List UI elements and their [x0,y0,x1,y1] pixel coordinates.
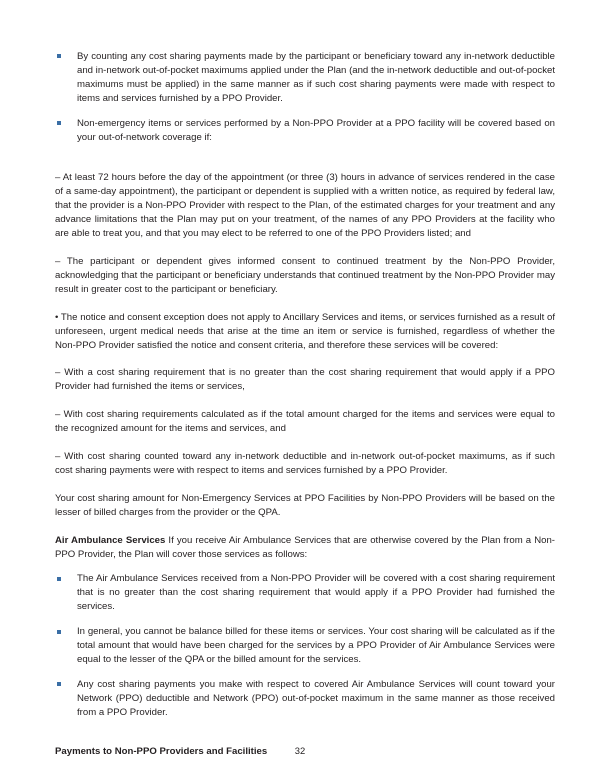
paragraph-cost-sharing-amount: Your cost sharing amount for Non-Emergency Services at PPO Facilities by Non-PPO Providers will be based on the lesser of billed charges from the provider or the QPA. [55,492,555,518]
paragraph-dash-consent: – The participant or dependent gives informed consent to continued treatment by the Non-PPO Provider, acknowledging that the participant or beneficiary understands that continued treatment by the Non-PPO Provider may result in greater cost to the participant or beneficiary. [55,255,555,295]
section-heading-payments: Payments to Non-PPO Providers and Facilities [55,745,268,757]
list-item [0,625,600,667]
spacer [0,241,600,255]
spacer [0,352,600,366]
spacer [0,394,600,408]
paragraph-dash-cost-sharing-requirement: – With a cost sharing requirement that is no greater than the cost sharing requirement that would apply if a PPO Provider had furnished the items or services, [55,367,555,393]
paragraph-notice-consent-exception: • The notice and consent exception does not apply to Ancillary Services and items, or services furnished as a result of unforeseen, urgent medical needs that arise at the time an item or service is furnished, regardless of whether the Non-PPO Provider satisfied the notice and consent criteria, and therefore these services will be covered: [55,311,555,351]
spacer [0,155,600,171]
list-item-text: The Air Ambulance Services received from a Non-PPO Provider will be covered with a cost sharing requirement that is no greater than the cost sharing requirement that would apply if a PPO Provider had furnished the services. [77,573,555,613]
list-item [0,678,600,720]
paragraph-air-ambulance-intro [0,534,600,562]
bullet-square-icon [57,630,61,634]
spacer [0,731,600,745]
spacer [0,297,600,311]
document-body [0,50,600,759]
air-ambulance-services-heading: Air Ambulance Services [55,534,166,546]
bullet-square-icon [57,682,61,686]
paragraph-dash-notice: – At least 72 hours before the day of the appointment (or three (3) hours in advance of services rendered in the case of a same-day appointment), the participant or dependent is supplied with a written notice, as required by federal law, that the provider is a Non-PPO Provider with respect to the Plan, of the estimated charges for your treatment and any advance limitations that the Plan may put on your treatment, of the names of any PPO Providers at the facility who are able to treat you, and that you may elect to be referred to one of the PPO Providers listed; and [55,172,555,240]
bullet-square-icon [57,577,61,581]
list-item [0,572,600,614]
air-ambulance-intro-text: If you receive Air Ambulance Services that are otherwise covered by the Plan from a Non-PPO Provider, the Plan will cover those services as follows: [55,534,555,560]
spacer [0,561,600,572]
bullet-square-icon [57,54,61,58]
list-item [0,50,600,106]
list-item-text: In general, you cannot be balance billed for these items or services. Your cost sharing will be calculated as if the total amount that would have been charged for the services by a PPO Provider of Air Ambulance Services were equal to the lesser of the QPA or the billed amount for the services. [77,626,555,665]
spacer [0,520,600,534]
spacer [0,478,600,492]
paragraph-dash-recognized-amount: – With cost sharing requirements calculated as if the total amount charged for the items and services were equal to the recognized amount for the items and services, and [55,409,555,435]
spacer [0,436,600,450]
page-number: 32 [294,745,306,756]
list-item-text: Any cost sharing payments you make with respect to covered Air Ambulance Services will count toward your Network (PPO) deductible and Network (PPO) out-of-pocket maximum in the same manner as those received from a PPO Provider. [77,678,555,718]
list-item-text: Non-emergency items or services performed by a Non-PPO Provider at a PPO facility will be covered based on your out-of-network coverage if: [77,117,555,143]
list-item-text: By counting any cost sharing payments made by the participant or beneficiary toward any in-network deductible and in-network out-of-pocket maximums applied under the Plan (and the in-network deductible and out-of-pocket maximums must be applied) in the same manner as if such cost sharing payments were made with respect to items and services furnished by a PPO Provider. [77,51,555,104]
paragraph-dash-counted-toward-deductible: – With cost sharing counted toward any in-network deductible and in-network out-of-pocket maximums, as if such cost sharing payments were with respect to items and services furnished by a PPO Provider. [55,451,555,476]
bullet-square-icon [57,121,61,125]
list-item [0,117,600,145]
